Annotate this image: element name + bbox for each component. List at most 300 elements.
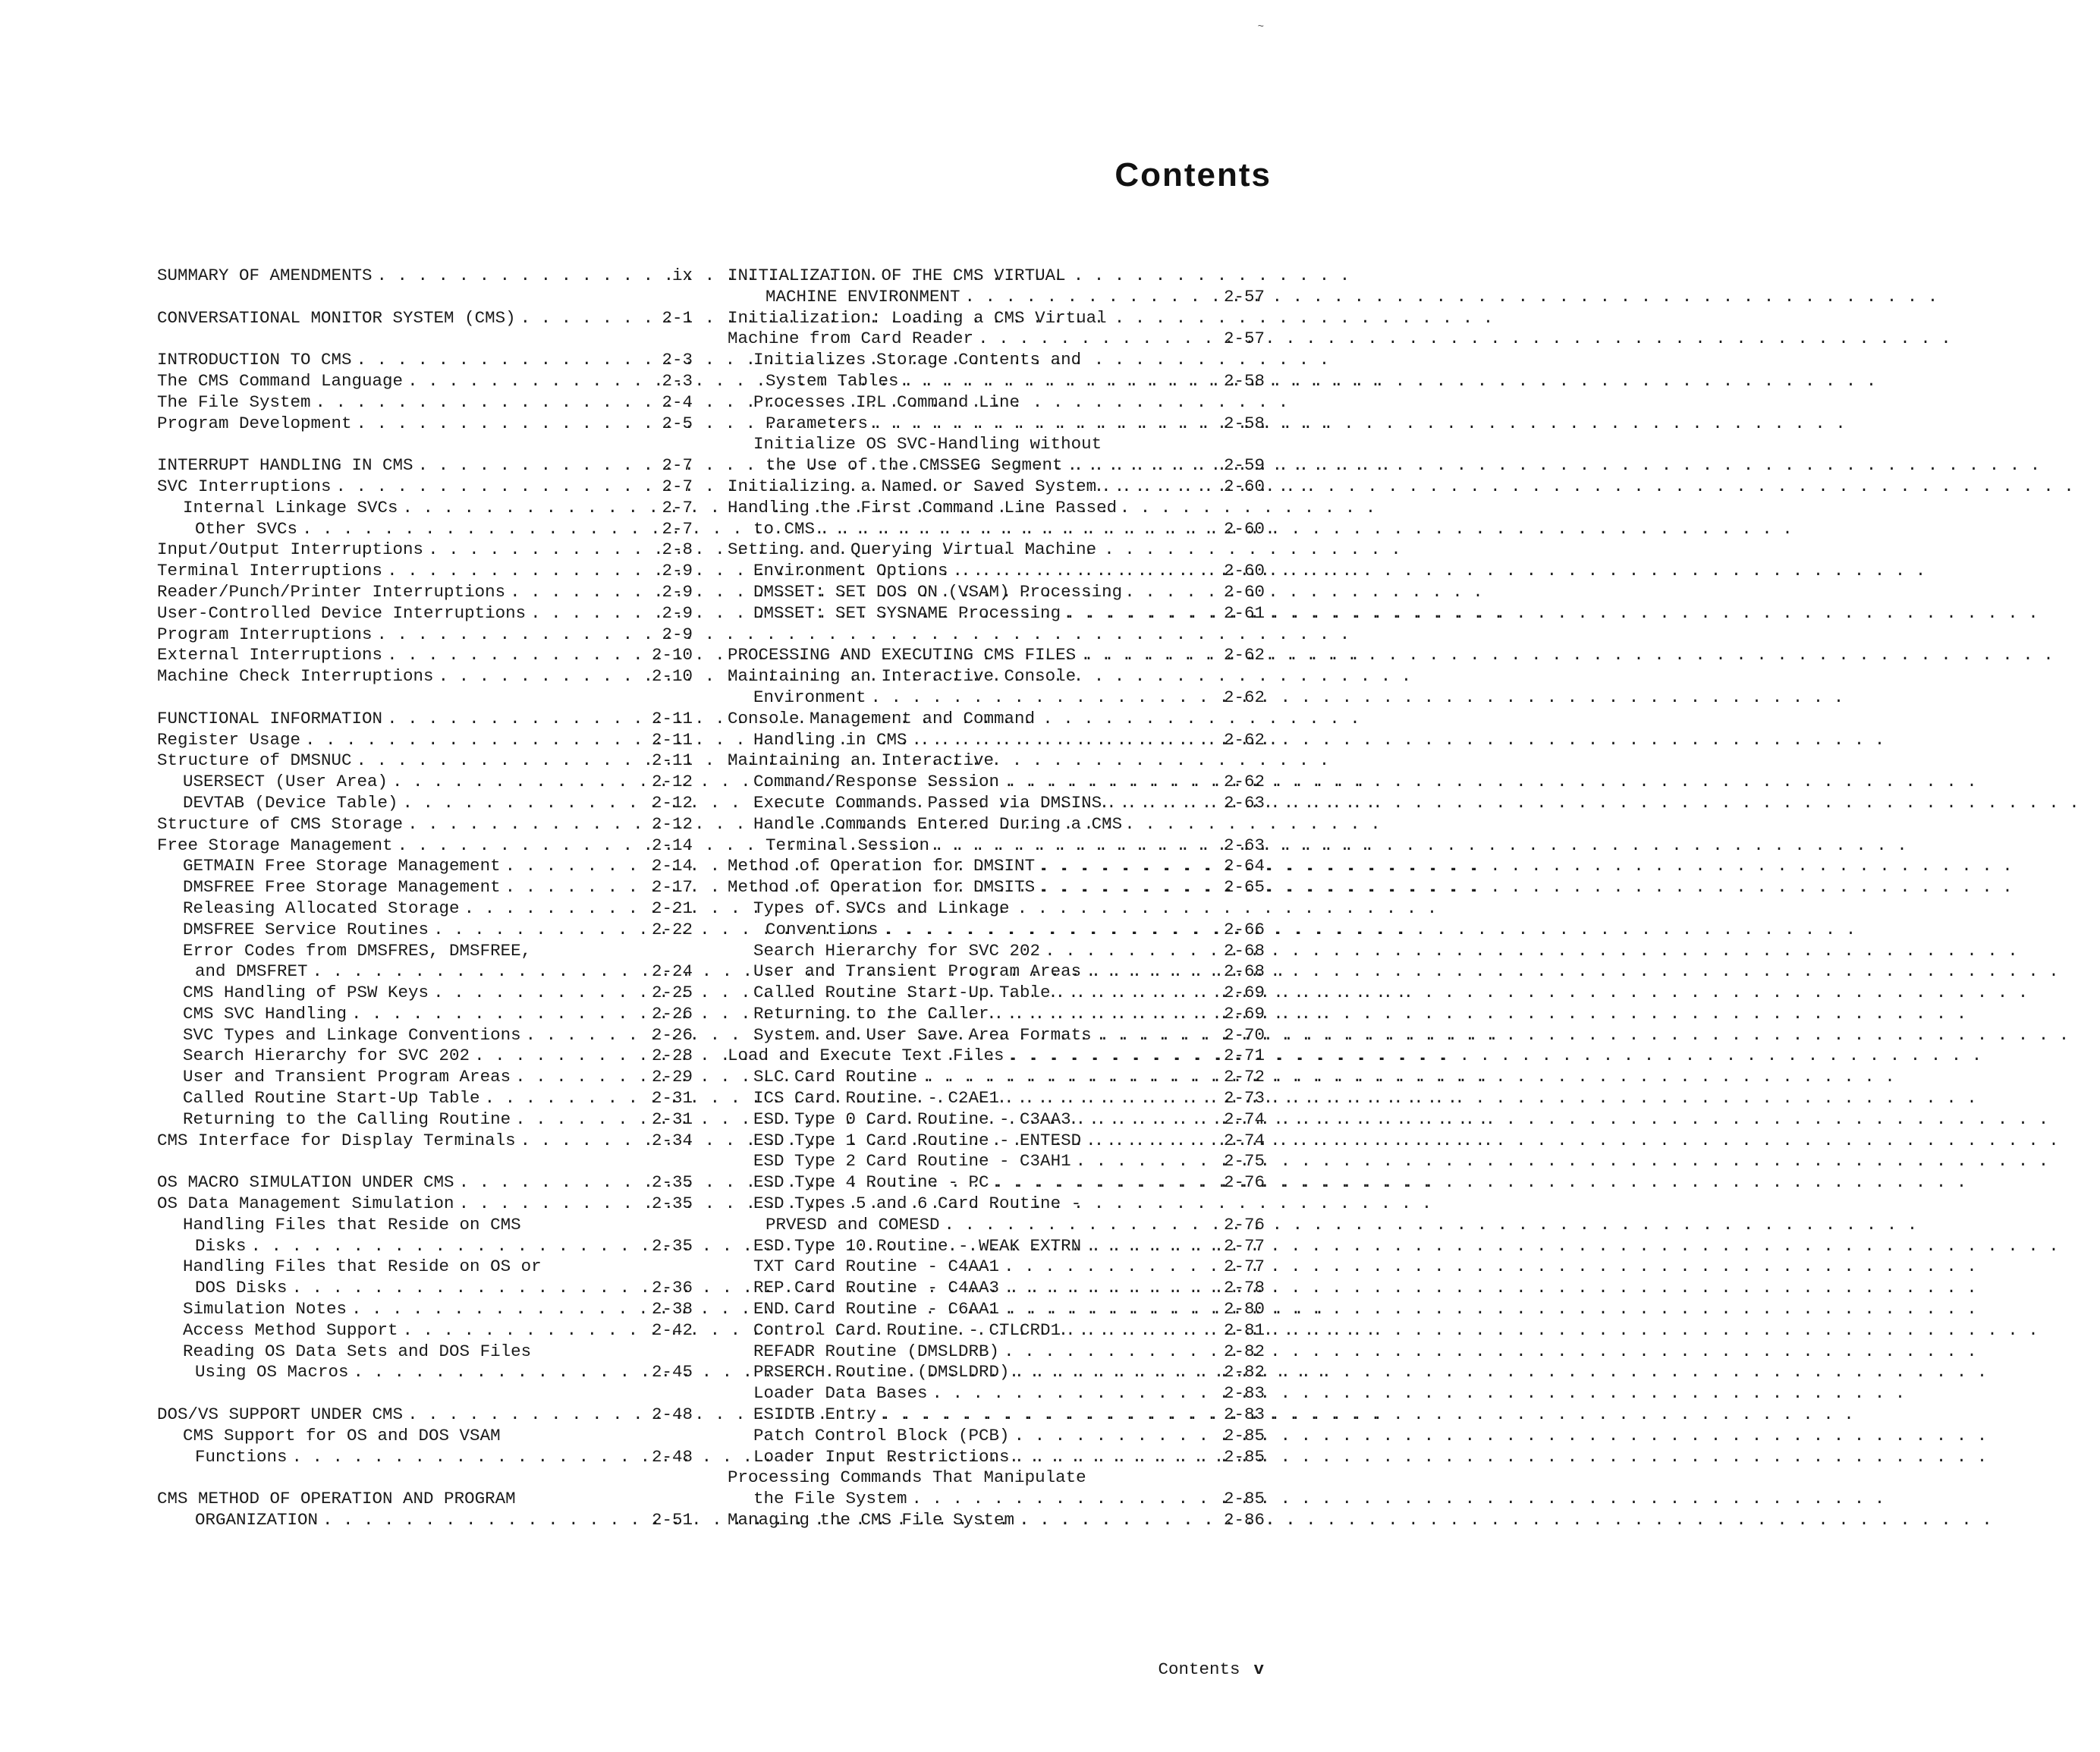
toc-page-number: 2-85	[1223, 1489, 1265, 1509]
toc-leader-dots	[382, 561, 662, 582]
toc-entry	[157, 1257, 693, 1278]
toc-entry	[728, 603, 1265, 624]
toc-entry	[728, 1426, 1265, 1447]
toc-entry	[728, 709, 1265, 730]
toc-entry-title: Simulation Notes	[183, 1299, 347, 1320]
toc-leader-dots	[917, 1067, 1224, 1088]
toc-entry-title: Environment Options	[753, 561, 948, 581]
toc-entry-title: DOS/VS SUPPORT UNDER CMS	[157, 1404, 404, 1425]
toc-leader-dots	[999, 1278, 1224, 1299]
toc-page-number: 2-17	[651, 877, 693, 898]
page-footer	[1158, 1659, 1264, 1679]
toc-entry-title: Input/Output Interruptions	[157, 539, 424, 560]
toc-entry-title: INTERRUPT HANDLING IN CMS	[157, 455, 413, 476]
toc-entry-title: Initialize OS SVC-Handling without	[753, 434, 1102, 455]
toc-leader-dots	[1071, 1151, 1224, 1172]
toc-page-number: 2-74	[1223, 1130, 1265, 1150]
toc-entry	[157, 1025, 693, 1046]
toc-leader-dots	[899, 371, 1224, 392]
toc-entry	[728, 750, 1265, 772]
toc-page-number: 2-5	[662, 413, 693, 433]
toc-leader-dots	[347, 1299, 652, 1320]
toc-page-number: 2-60	[1223, 561, 1265, 581]
toc-page-number: 2-9	[662, 624, 693, 644]
toc-page-number: 2-68	[1223, 961, 1265, 982]
toc-entry	[157, 624, 693, 646]
toc-entry	[157, 709, 693, 730]
toc-page-number: 2-45	[651, 1362, 693, 1382]
toc-entry	[157, 920, 693, 941]
toc-page-number: 2-78	[1223, 1278, 1265, 1298]
toc-entry	[157, 1510, 693, 1531]
toc-entry	[728, 266, 1265, 287]
toc-leader-dots	[1010, 1426, 1224, 1447]
toc-leader-dots	[382, 645, 652, 666]
toc-entry-title: ESD Type 10 Routine - WEAK EXTRN	[753, 1235, 1082, 1256]
toc-entry-title: DEVTAB (Device Table)	[183, 792, 398, 813]
toc-page-number: 2-62	[1223, 772, 1265, 792]
toc-entry-title: Program Development	[157, 413, 352, 433]
toc-leader-dots	[413, 455, 662, 477]
toc-page-number: 2-59	[1223, 455, 1265, 476]
toc-page-number: 2-63	[1223, 792, 1265, 813]
toc-right-column	[728, 266, 1265, 1531]
toc-entry	[728, 455, 1265, 477]
toc-page-number: 2-77	[1223, 1235, 1265, 1256]
toc-page-number: 2-58	[1223, 413, 1265, 433]
toc-entry-title: Called Routine Start-Up Table	[183, 1088, 480, 1109]
toc-entry-title: Processes IPL Command Line	[753, 392, 1020, 412]
toc-entry	[157, 603, 693, 624]
toc-entry-title: INITIALIZATION OF THE CMS VIRTUAL	[728, 266, 1066, 285]
toc-leader-dots	[1010, 1447, 1224, 1468]
toc-entry-title: Patch Control Block (PCB)	[753, 1425, 1010, 1445]
toc-gap	[157, 329, 693, 350]
toc-page-number: 2-57	[1223, 329, 1265, 349]
toc-entry-title: CMS Support for OS and DOS VSAM	[183, 1425, 501, 1445]
toc-leader-dots	[352, 414, 662, 435]
toc-page-number: 2-83	[1223, 1383, 1265, 1404]
toc-entry	[157, 750, 693, 772]
toc-page-number: 2-25	[651, 983, 693, 1003]
toc-entry-title: Machine from Card Reader	[728, 329, 974, 349]
toc-leader-dots	[398, 498, 662, 519]
toc-page-number: 2-11	[651, 750, 693, 771]
toc-leader-dots	[1035, 877, 1224, 898]
toc-entry-title: Console Management and Command	[728, 708, 1036, 728]
toc-entry-title: Initialization: Loading a CMS Virtual	[728, 307, 1107, 328]
toc-page-number: 2-60	[1223, 581, 1265, 602]
toc-entry	[728, 1257, 1265, 1278]
toc-entry	[728, 1172, 1265, 1194]
toc-entry	[157, 772, 693, 793]
toc-page-number: 2-82	[1223, 1341, 1265, 1361]
toc-page-number: 2-74	[1223, 1109, 1265, 1129]
toc-page-number: 2-11	[651, 708, 693, 728]
toc-leader-dots	[907, 1489, 1224, 1510]
toc-entry	[157, 961, 693, 983]
toc-entry	[157, 941, 693, 962]
toc-entry-title: MACHINE ENVIRONMENT	[765, 286, 960, 307]
toc-leader-dots	[297, 519, 662, 540]
toc-entry-title: END Card Routine - C6AA1	[753, 1299, 1000, 1320]
toc-entry	[728, 1236, 1265, 1257]
toc-entry	[157, 477, 693, 498]
toc-page-number: ix	[671, 266, 693, 285]
toc-entry-title: CONVERSATIONAL MONITOR SYSTEM (CMS)	[157, 307, 516, 328]
toc-entry-title: Maintaining an Interactive	[728, 750, 995, 771]
toc-entry	[157, 1320, 693, 1342]
toc-entry-title: ESD Type 4 Routine - PC	[753, 1172, 989, 1193]
toc-entry-title: Parameters	[765, 413, 869, 433]
toc-page-number: 2-48	[651, 1446, 693, 1467]
toc-entry	[728, 793, 1265, 814]
toc-page-number: 2-48	[651, 1404, 693, 1425]
toc-page-number: 2-77	[1223, 1257, 1265, 1277]
toc-leader-dots	[868, 414, 1224, 435]
toc-leader-dots	[288, 1278, 652, 1299]
toc-entry-title: Handling the First Command Line Passed	[728, 497, 1118, 517]
toc-entry	[728, 1383, 1265, 1404]
toc-leader-dots	[516, 1131, 652, 1152]
toc-entry	[157, 1046, 693, 1067]
toc-entry-title: System and User Save Area Formats	[753, 1024, 1092, 1045]
toc-leader-dots	[434, 666, 652, 687]
toc-entry-title: CMS METHOD OF OPERATION AND PROGRAM	[157, 1489, 516, 1509]
toc-entry	[157, 645, 693, 666]
toc-entry-title: The CMS Command Language	[157, 370, 404, 391]
toc-page-number: 2-76	[1223, 1172, 1265, 1193]
toc-entry	[157, 898, 693, 920]
toc-leader-dots	[1096, 477, 1224, 498]
toc-entry	[728, 392, 1265, 414]
toc-entry	[157, 1426, 693, 1447]
toc-entry-title: Search Hierarchy for SVC 202	[753, 940, 1041, 961]
toc-page-number: 2-14	[651, 835, 693, 855]
toc-leader-dots	[999, 772, 1224, 793]
toc-page-number: 2-29	[651, 1067, 693, 1087]
toc-leader-dots	[398, 793, 652, 814]
toc-entry	[157, 835, 693, 857]
toc-leader-dots	[1081, 1236, 1224, 1257]
toc-leader-dots	[398, 1320, 652, 1342]
toc-leader-dots	[1014, 1510, 1224, 1531]
toc-entry	[157, 1362, 693, 1383]
toc-page-number: 2-82	[1223, 1362, 1265, 1382]
toc-page-number: 2-9	[662, 581, 693, 602]
toc-entry	[157, 1299, 693, 1320]
toc-entry	[728, 561, 1265, 582]
toc-entry	[728, 287, 1265, 308]
toc-page-number: 2-3	[662, 370, 693, 391]
toc-page-number: 2-61	[1223, 602, 1265, 623]
toc-leader-dots	[1051, 983, 1224, 1004]
toc-leader-dots	[403, 1404, 652, 1426]
toc-entry-title: SVC Interruptions	[157, 476, 332, 496]
toc-entry-title: DMSSET: SET DOS ON (VSAM) Processing	[753, 581, 1123, 602]
toc-page-number: 2-12	[651, 792, 693, 813]
toc-entry	[728, 856, 1265, 877]
toc-entry-title: and DMSFRET	[195, 961, 308, 982]
toc-page-number: 2-26	[651, 1024, 693, 1045]
toc-entry	[157, 856, 693, 877]
toc-page-number: 2-12	[651, 772, 693, 792]
toc-entry-title: Returning to the Caller	[753, 1003, 989, 1024]
toc-page-number: 2-35	[651, 1172, 693, 1193]
toc-entry-title: ESIDTB Entry	[753, 1404, 877, 1425]
toc-page-number: 2-62	[1223, 645, 1265, 665]
toc-gap	[728, 624, 1265, 646]
toc-entry-title: User and Transient Program Areas	[183, 1067, 511, 1087]
toc-entry-title: REP Card Routine - C4AA3	[753, 1278, 1000, 1298]
toc-gap	[157, 287, 693, 308]
toc-page-number: 2-36	[651, 1278, 693, 1298]
toc-leader-dots	[960, 287, 1224, 308]
toc-page-number: 2-9	[662, 602, 693, 623]
toc-entry	[157, 1067, 693, 1088]
toc-entry	[157, 730, 693, 751]
toc-entry	[728, 1278, 1265, 1299]
toc-entry-title: Control Card Routine - CTLCRD1	[753, 1320, 1061, 1340]
toc-page-number: 2-68	[1223, 940, 1265, 961]
toc-entry	[728, 1025, 1265, 1046]
toc-page-number: 2-80	[1223, 1299, 1265, 1320]
toc-leader-dots	[973, 329, 1224, 350]
toc-page-number: 2-57	[1223, 286, 1265, 307]
toc-leader-dots	[989, 1004, 1224, 1025]
toc-entry-title: Conventions	[765, 919, 879, 939]
toc-leader-dots	[1076, 645, 1224, 666]
toc-page-number: 2-21	[651, 898, 693, 918]
toc-entry	[157, 519, 693, 540]
toc-entry-title: Register Usage	[157, 729, 301, 750]
toc-left-column	[157, 266, 693, 1531]
toc-entry	[728, 961, 1265, 983]
toc-entry	[728, 350, 1265, 371]
toc-leader-dots	[1102, 793, 1224, 814]
toc-leader-dots	[454, 1194, 652, 1215]
toc-page-number: 2-51	[651, 1510, 693, 1530]
toc-leader-dots	[373, 266, 672, 287]
toc-entry	[157, 1236, 693, 1257]
footer-label: Contents	[1158, 1659, 1240, 1679]
toc-entry-title: Program Interruptions	[157, 624, 373, 644]
toc-leader-dots	[403, 814, 652, 835]
toc-page-number: 2-58	[1223, 370, 1265, 391]
toc-entry-title: Error Codes from DMSFRES, DMSFREE,	[183, 940, 532, 961]
toc-leader-dots	[999, 1299, 1224, 1320]
toc-leader-dots	[999, 1257, 1224, 1278]
toc-leader-dots	[429, 983, 652, 1004]
toc-entry-title: DMSFREE Free Storage Management	[183, 877, 501, 898]
toc-entry	[157, 1489, 693, 1510]
toc-leader-dots	[999, 1088, 1224, 1109]
toc-page-number: 2-7	[662, 476, 693, 496]
toc-entry	[728, 1467, 1265, 1489]
toc-leader-dots	[501, 856, 652, 877]
toc-entry	[728, 1362, 1265, 1383]
toc-leader-dots	[948, 561, 1224, 582]
toc-entry-title: Load and Execute Text Files	[728, 1046, 1004, 1066]
toc-leader-dots	[288, 1447, 652, 1468]
toc-entry-title: TXT Card Routine - C4AA1	[753, 1257, 1000, 1277]
toc-page-number: 2-22	[651, 919, 693, 939]
toc-entry-title: Setting and Querying Virtual Machine	[728, 539, 1097, 560]
toc-entry	[728, 941, 1265, 962]
toc-page-number: 2-9	[662, 561, 693, 581]
toc-page-number: 2-65	[1223, 877, 1265, 898]
toc-entry-title: DMSSET: SET SYSNAME Processing	[753, 602, 1061, 623]
toc-leader-dots	[866, 687, 1224, 709]
toc-entry	[728, 1004, 1265, 1025]
toc-entry-title: Environment	[753, 687, 866, 707]
toc-entry-title: Terminal Session	[765, 835, 930, 855]
toc-entry	[728, 772, 1265, 793]
toc-page-number: 2-60	[1223, 518, 1265, 539]
toc-leader-dots	[516, 308, 662, 329]
toc-page-number: 2-70	[1223, 1024, 1265, 1045]
toc-entry-title: External Interruptions	[157, 645, 383, 665]
toc-entry-title: Other SVCs	[195, 518, 298, 539]
toc-entry	[728, 519, 1265, 540]
toc-entry	[728, 1342, 1265, 1363]
toc-entry-title: User-Controlled Device Interruptions	[157, 602, 527, 623]
toc-entry-title: GETMAIN Free Storage Management	[183, 856, 501, 876]
toc-entry	[728, 1510, 1265, 1531]
toc-leader-dots	[382, 709, 652, 730]
toc-page-number: 2-7	[662, 518, 693, 539]
toc-entry	[728, 645, 1265, 666]
toc-leader-dots	[907, 730, 1224, 751]
toc-entry-title: Method of Operation for DMSINT	[728, 856, 1036, 876]
toc-entry-title: Free Storage Management	[157, 835, 393, 855]
toc-leader-dots	[480, 1088, 652, 1109]
toc-entry	[157, 392, 693, 414]
toc-entry-title: Handling Files that Reside on CMS	[183, 1214, 521, 1235]
toc-entry	[728, 308, 1265, 329]
toc-entry-title: DMSFREE Service Routines	[183, 919, 429, 939]
toc-leader-dots	[403, 371, 662, 392]
toc-entry-title: Processing Commands That Manipulate	[728, 1467, 1086, 1488]
toc-entry-title: Called Routine Start-Up Table	[753, 983, 1051, 1003]
toc-page-number: 2-26	[651, 1003, 693, 1024]
toc-gap	[157, 1383, 693, 1404]
toc-entry-title: Handle Commands Entered During a CMS	[753, 813, 1123, 834]
toc-entry	[157, 266, 693, 287]
toc-entry-title: Structure of CMS Storage	[157, 813, 404, 834]
toc-entry-title: The File System	[157, 392, 311, 412]
toc-leader-dots	[928, 1383, 1224, 1404]
toc-page-number: 2-73	[1223, 1088, 1265, 1109]
toc-page-number: 2-85	[1223, 1446, 1265, 1467]
toc-entry-title: Initializing a Named or Saved System	[728, 476, 1097, 496]
toc-leader-dots	[318, 1510, 652, 1531]
toc-entry-title: Handling Files that Reside on OS or	[183, 1257, 542, 1277]
toc-entry-title: User and Transient Program Areas	[753, 961, 1082, 982]
toc-entry	[157, 1194, 693, 1215]
toc-entry-title: Command/Response Session	[753, 772, 1000, 792]
toc-entry-title: INTRODUCTION TO CMS	[157, 350, 352, 370]
toc-entry-title: the Use of the CMSSEG Segment	[765, 455, 1063, 476]
toc-entry	[728, 582, 1265, 603]
toc-page-number: 2-12	[651, 813, 693, 834]
toc-entry	[728, 498, 1265, 519]
toc-entry-title: Using OS Macros	[195, 1362, 349, 1382]
toc-entry-title: Releasing Allocated Storage	[183, 898, 460, 918]
toc-entry-title: Maintaining an Interactive Console	[728, 666, 1077, 687]
toc-entry	[728, 666, 1265, 687]
toc-entry-title: Handling in CMS	[753, 729, 907, 750]
toc-entry-title: Access Method Support	[183, 1320, 398, 1340]
toc-leader-dots	[460, 898, 652, 920]
toc-entry-title: ESD Type 2 Card Routine - C3AH1	[753, 1151, 1071, 1172]
toc-entry	[157, 1278, 693, 1299]
toc-entry-title: SVC Types and Linkage Conventions	[183, 1024, 521, 1045]
toc-entry	[728, 1320, 1265, 1342]
toc-leader-dots	[1063, 455, 1224, 477]
toc-leader-dots	[1081, 961, 1224, 983]
toc-entry-title: Initializes Storage Contents and	[753, 350, 1082, 370]
toc-entry-title: REFADR Routine (DMSLDRB)	[753, 1341, 1000, 1361]
toc-leader-dots	[1004, 1046, 1224, 1067]
toc-page-number: 2-11	[651, 729, 693, 750]
toc-entry-title: Reading OS Data Sets and DOS Files	[183, 1341, 532, 1361]
toc-leader-dots	[501, 877, 652, 898]
toc-leader-dots	[1040, 941, 1224, 962]
toc-entry	[728, 539, 1265, 561]
toc-entry	[728, 1299, 1265, 1320]
toc-entry-title: CMS SVC Handling	[183, 1003, 347, 1024]
toc-entry-title: PRSERCH Routine (DMSLDRD)	[753, 1362, 1010, 1382]
toc-leader-dots	[815, 519, 1224, 540]
toc-leader-dots	[1035, 856, 1224, 877]
toc-leader-dots	[247, 1236, 652, 1257]
toc-entry-title: OS MACRO SIMULATION UNDER CMS	[157, 1172, 454, 1193]
toc-page-number: 2-81	[1223, 1320, 1265, 1340]
toc-leader-dots	[308, 961, 652, 983]
toc-entry-title: Machine Check Interruptions	[157, 666, 434, 687]
toc-leader-dots	[373, 624, 662, 646]
toc-gap	[157, 687, 693, 709]
corner-mark: ~	[1257, 21, 1264, 33]
toc-leader-dots	[300, 730, 652, 751]
toc-entry	[157, 1404, 693, 1426]
toc-entry	[157, 877, 693, 898]
toc-entry-title: CMS Handling of PSW Keys	[183, 983, 429, 1003]
toc-entry-title: Loader Input Restrictions	[753, 1446, 1010, 1467]
toc-entry	[728, 1215, 1265, 1236]
toc-entry-title: ICS Card Routine - C2AE1	[753, 1088, 1000, 1109]
toc-entry	[157, 1109, 693, 1131]
toc-entry-title: Method of Operation for DMSITS	[728, 877, 1036, 898]
toc-page-number: 2-63	[1223, 835, 1265, 855]
toc-leader-dots	[1061, 603, 1224, 624]
toc-entry	[728, 1194, 1265, 1215]
toc-entry-title: Managing the CMS File System	[728, 1510, 1015, 1530]
toc-page-number: 2-66	[1223, 919, 1265, 939]
toc-entry-title: ESD Types 5 and 6 Card Routine -	[753, 1194, 1082, 1214]
toc-entry	[728, 1151, 1265, 1172]
toc-page-number: 2-7	[662, 497, 693, 517]
toc-entry	[728, 477, 1265, 498]
toc-page-number: 2-34	[651, 1130, 693, 1150]
toc-leader-dots	[505, 582, 662, 603]
toc-entry	[157, 498, 693, 519]
toc-entry	[157, 582, 693, 603]
toc-leader-dots	[511, 1067, 652, 1088]
toc-entry	[157, 308, 693, 329]
toc-entry	[728, 1489, 1265, 1510]
